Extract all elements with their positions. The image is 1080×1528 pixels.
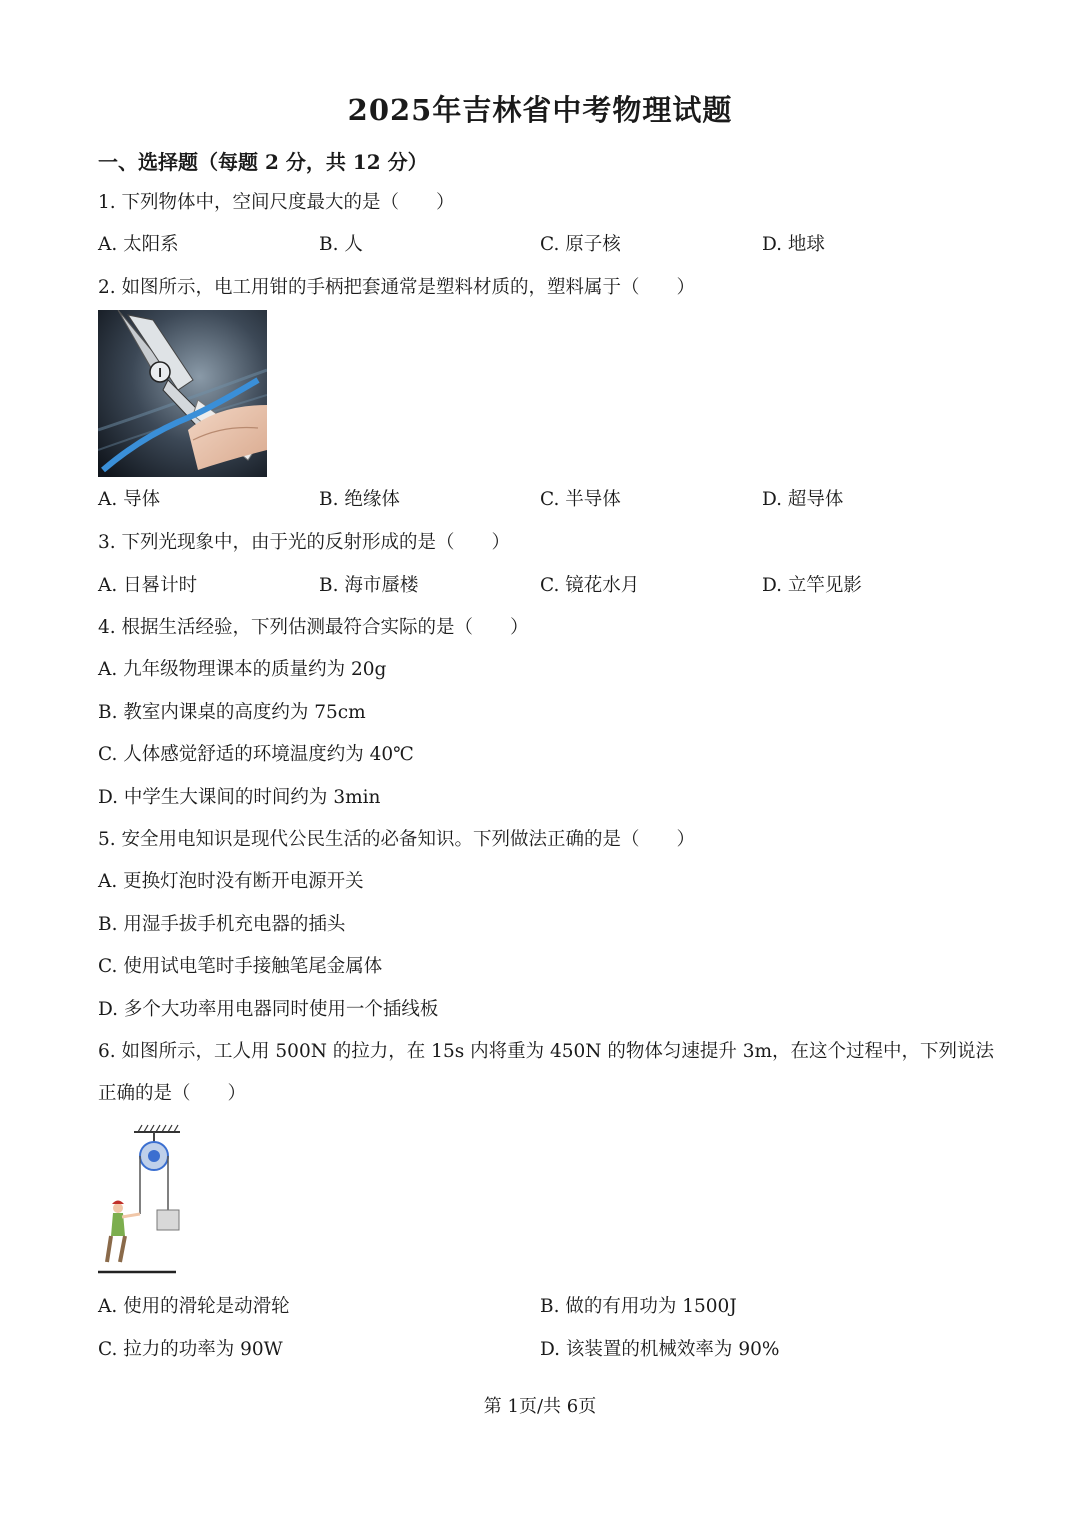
q1-option-c[interactable]: C. 原子核 bbox=[540, 234, 621, 255]
q3-option-a[interactable]: A. 日晷计时 bbox=[98, 575, 198, 596]
page-title: 2025年吉林省中考物理试题 bbox=[347, 93, 733, 127]
question-6-stem-cont: 正确的是（ ） bbox=[98, 1083, 247, 1104]
q1-option-a[interactable]: A. 太阳系 bbox=[98, 234, 179, 255]
q6-option-a[interactable]: A. 使用的滑轮是动滑轮 bbox=[98, 1296, 290, 1317]
q3-option-d[interactable]: D. 立竿见影 bbox=[762, 575, 862, 596]
q4-option-b[interactable]: B. 教室内课桌的高度约为 75cm bbox=[98, 702, 366, 723]
q5-option-b[interactable]: B. 用湿手拔手机充电器的插头 bbox=[98, 914, 346, 935]
q2-option-a[interactable]: A. 导体 bbox=[98, 489, 161, 510]
q1-option-b[interactable]: B. 人 bbox=[319, 234, 363, 255]
section-heading: 一、选择题（每题 2 分，共 12 分） bbox=[98, 150, 428, 174]
question-2-stem: 2. 如图所示，电工用钳的手柄把套通常是塑料材质的，塑料属于（ ） bbox=[98, 277, 696, 298]
q4-option-c[interactable]: C. 人体感觉舒适的环境温度约为 40℃ bbox=[98, 744, 414, 765]
question-6-stem: 6. 如图所示，工人用 500N 的拉力，在 15s 内将重为 450N 的物体匀速提升 3m，在这个过程中，下列说法 bbox=[98, 1041, 995, 1062]
q5-option-c[interactable]: C. 使用试电笔时手接触笔尾金属体 bbox=[98, 956, 383, 977]
page-footer: 第 1页/共 6页 bbox=[483, 1396, 597, 1417]
pliers-logo: I bbox=[158, 365, 162, 380]
q1-option-d[interactable]: D. 地球 bbox=[762, 234, 825, 255]
question-5-stem: 5. 安全用电知识是现代公民生活的必备知识。下列做法正确的是（ ） bbox=[98, 829, 696, 850]
question-1-stem: 1. 下列物体中，空间尺度最大的是（ ） bbox=[98, 192, 455, 213]
question-3-stem: 3. 下列光现象中，由于光的反射形成的是（ ） bbox=[98, 532, 511, 553]
q3-option-c[interactable]: C. 镜花水月 bbox=[540, 575, 640, 596]
pulley-figure bbox=[98, 1122, 188, 1278]
q4-option-d[interactable]: D. 中学生大课间的时间约为 3min bbox=[98, 787, 381, 808]
question-4-stem: 4. 根据生活经验，下列估测最符合实际的是（ ） bbox=[98, 617, 529, 638]
q6-option-b[interactable]: B. 做的有用功为 1500J bbox=[540, 1296, 737, 1317]
q4-option-a[interactable]: A. 九年级物理课本的质量约为 20g bbox=[98, 659, 387, 680]
q5-option-a[interactable]: A. 更换灯泡时没有断开电源开关 bbox=[98, 871, 364, 892]
q6-option-c[interactable]: C. 拉力的功率为 90W bbox=[98, 1339, 283, 1360]
q2-option-d[interactable]: D. 超导体 bbox=[762, 489, 844, 510]
q3-option-b[interactable]: B. 海市蜃楼 bbox=[319, 575, 419, 596]
q5-option-d[interactable]: D. 多个大功率用电器同时使用一个插线板 bbox=[98, 999, 439, 1020]
q2-option-b[interactable]: B. 绝缘体 bbox=[319, 489, 400, 510]
pliers-figure bbox=[98, 310, 267, 477]
q2-option-c[interactable]: C. 半导体 bbox=[540, 489, 621, 510]
q6-option-d[interactable]: D. 该装置的机械效率为 90% bbox=[540, 1339, 780, 1360]
